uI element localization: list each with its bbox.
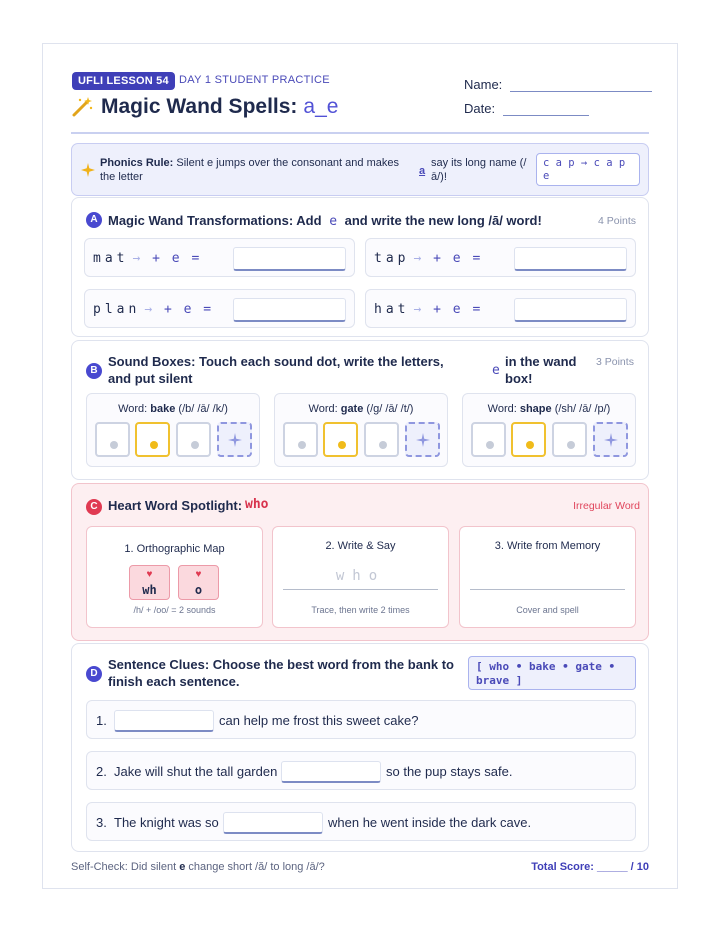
sentence-blank[interactable] [114,710,214,732]
transform-expression [374,251,482,266]
arrow-icon: → [144,302,153,317]
arrow-icon: → [132,251,141,266]
grapheme-box [129,565,170,600]
worksheet-page [42,43,678,889]
word-prefix: Word: [308,403,338,415]
self-check-post: change short /ă/ to long /ā/? [185,861,325,873]
section-b-title-tail: in the wand box! [505,354,577,386]
sentence-blank[interactable] [223,812,323,834]
write-note: Trace, then write 2 times [311,605,410,615]
sentence-after: can help me frost this sweet cake? [219,713,419,728]
section-d-card [71,643,649,852]
page-title-text: Magic Wand Spells: [101,95,298,118]
sound-dot[interactable] [150,441,158,449]
name-input-line[interactable] [510,77,652,92]
sound-box[interactable] [176,422,211,457]
sound-dot[interactable] [191,441,199,449]
sound-box-label [463,403,635,415]
sound-phonemes: (/g/ /ā/ /t/) [366,403,414,415]
page-title [101,95,338,119]
sound-dot[interactable] [486,441,494,449]
sound-box-label [87,403,259,415]
answer-field[interactable] [233,298,346,322]
rule-lead: Phonics Rule: [100,157,174,169]
sound-box-group [274,393,448,467]
sound-box-group [86,393,260,467]
orthographic-map-card [86,526,263,628]
sentence-number: 2. [96,764,107,779]
sentence-row [86,802,636,841]
writing-line[interactable] [470,589,625,590]
write-label: 2. Write & Say [325,540,396,552]
sound-word: shape [519,403,552,415]
section-a-title-tail: and write the new long /ā/ word! [344,213,542,228]
sentence-number: 3. [96,815,107,830]
memory-label: 3. Write from Memory [494,540,601,552]
sound-box-vowel[interactable] [135,422,170,457]
heart-word: who [245,497,269,512]
irregular-tag: Irregular Word [573,500,640,512]
map-note: /h/ + /oo/ = 2 sounds [133,605,216,615]
section-b-card [71,340,649,480]
lesson-badge: UFLI LESSON 54 [72,72,175,90]
section-c-title: Heart Word Spotlight: [108,498,243,513]
header-divider [71,132,649,134]
base-word: mat [93,251,129,266]
sentence-blank[interactable] [281,761,381,783]
sound-box[interactable] [283,422,318,457]
sound-box[interactable] [95,422,130,457]
sound-dot[interactable] [567,441,575,449]
sparkle-icon [416,433,430,447]
sound-dot[interactable] [379,441,387,449]
heart-icon: ♥ [195,569,202,580]
section-a-points: 4 Points [598,215,636,227]
transform-row [365,289,636,328]
section-d-title: Sentence Clues: Choose the best word from the bank to finish each sentence. [108,657,454,689]
answer-field[interactable] [514,298,627,322]
rule-letter: a [419,165,426,177]
phonics-rule-box [71,143,649,196]
section-a-badge: A [86,212,102,228]
sound-box-vowel[interactable] [511,422,546,457]
sentence-before: The knight was so [114,815,219,830]
sound-box-vowel[interactable] [323,422,358,457]
base-word: hat [374,302,410,317]
grapheme: o [194,583,203,597]
name-field [464,77,652,92]
magic-wand-icon [71,96,93,118]
section-a-hl: e [329,214,338,229]
section-a-title-text: Magic Wand Transformations: Add [108,213,322,228]
transform-row [84,238,355,277]
sound-box[interactable] [552,422,587,457]
sound-dot[interactable] [110,441,118,449]
section-d-badge: D [86,666,102,682]
date-label: Date: [464,101,496,116]
arrow-icon: → [413,251,422,266]
section-c-card [71,483,649,641]
wand-box[interactable] [217,422,252,457]
day-label: DAY 1 STUDENT PRACTICE [179,74,330,86]
section-b-title: Sound Boxes: Touch each sound dot, write the letters, and put silent [108,354,444,386]
transform-expression [93,251,201,266]
sound-word: gate [340,403,364,415]
plus-e: + e = [433,251,483,266]
grapheme-box [178,565,219,600]
word-prefix: Word: [487,403,517,415]
sound-box[interactable] [364,422,399,457]
sound-box-group [462,393,636,467]
sound-box-label [275,403,447,415]
write-say-card [272,526,449,628]
rule-example: c a p → c a p e [536,153,640,186]
answer-field[interactable] [514,247,627,271]
sentence-after: when he went inside the dark cave. [328,815,532,830]
sparkle-icon [81,163,95,177]
phonics-rule-text [100,156,416,184]
sparkle-icon [228,433,242,447]
sound-dot[interactable] [526,441,534,449]
sound-box[interactable] [471,422,506,457]
sentence-after: so the pup stays safe. [386,764,513,779]
spelling-pattern: a_e [303,95,339,118]
sound-phonemes: (/b/ /ā/ /k/) [178,403,228,415]
transform-row [365,238,636,277]
write-memory-card [459,526,636,628]
sound-dot[interactable] [338,441,346,449]
section-a-title [108,213,542,229]
rule-body: Silent e jumps over the consonant and makes the letter [100,157,399,183]
plus-e: + e = [433,302,483,317]
rule-tail: say its long name (/ā/)! [431,157,527,183]
trace-word[interactable]: who [335,568,386,584]
section-c-badge: C [86,499,102,515]
heart-icon: ♥ [146,569,153,580]
section-b-hl: e [492,363,500,378]
self-check-pre: Self-Check: Did silent [71,861,180,873]
plus-e: + e = [163,302,214,317]
sound-word: bake [150,403,176,415]
memory-note: Cover and spell [516,605,579,615]
writing-line[interactable] [283,589,438,590]
word-prefix: Word: [118,403,148,415]
plus-e: + e = [152,251,202,266]
sound-phonemes: (/sh/ /ā/ /p/) [554,403,611,415]
transform-expression [374,302,482,317]
self-check [71,861,325,873]
arrow-icon: → [413,302,422,317]
sentence-row [86,751,636,790]
transform-expression [93,302,213,317]
page-title-row [71,95,338,119]
sparkle-icon [604,433,618,447]
transform-row [84,289,355,328]
self-check-e: e [179,861,186,873]
section-a-card [71,197,649,337]
wand-box[interactable] [405,422,440,457]
map-label: 1. Orthographic Map [124,543,225,555]
date-field [464,101,589,116]
total-score: Total Score: _____ / 10 [531,861,649,873]
section-b-points: 3 Points [596,356,634,368]
name-label: Name: [464,77,503,92]
date-input-line[interactable] [503,101,589,116]
base-word: tap [374,251,410,266]
grapheme: wh [142,583,157,597]
wand-box[interactable] [593,422,628,457]
sentence-number: 1. [96,713,107,728]
word-bank: [ who • bake • gate • brave ] [468,656,636,690]
sentence-row [86,700,636,739]
base-word: plan [93,302,141,317]
section-b-badge: B [86,363,102,379]
sound-dot[interactable] [298,441,306,449]
answer-field[interactable] [233,247,346,271]
sentence-before: Jake will shut the tall garden [114,764,278,779]
